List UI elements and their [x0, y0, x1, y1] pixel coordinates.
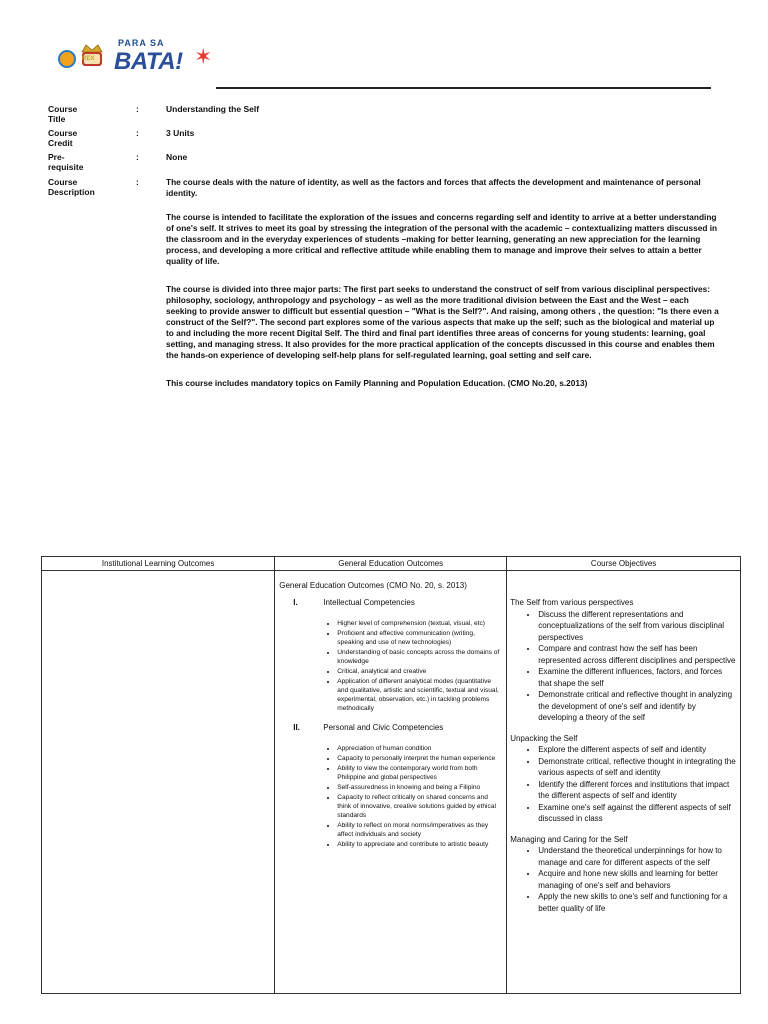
list-item: • Examine the different influences, factors, and forces that shape the self: [538, 666, 736, 689]
person-star-icon: ✶: [194, 44, 213, 69]
section-number: I.: [293, 598, 298, 607]
list-item: • Proficient and effective communication (writing, speaking and use of new technologies): [337, 629, 502, 647]
ge-section-list: [279, 744, 502, 849]
prerequisite-label: Pre-requisite: [48, 152, 84, 172]
objective-group-title: Unpacking the Self: [510, 733, 578, 743]
description-paragraph-1: The course is intended to facilitate the exploration of the issues and concerns regarding self and identity to arrive at a better understanding of one's self. It strives to meet its goal by stressing the integration of the personal with the academic – contextualizing matters discussed in the classroom and in the everyday experiences of students –making for better learning, generating an new appreciation for the learning process, and developing a more critical and reflective attitude while enabling them to manage and improve their selves to attain a better quality of life.: [166, 212, 718, 266]
list-item: • Explore the different aspects of self and identity: [538, 744, 736, 756]
list-item: • Capacity to reflect critically on shared concerns and think of innovative, creative solutions guided by ethical standards: [337, 793, 502, 820]
list-item: • Understand the theoretical underpinnings for how to manage and care for different aspects of the self: [538, 845, 736, 868]
course-description-label: Course Description: [48, 177, 95, 197]
header-divider: [216, 87, 711, 89]
list-item: • Ability to view the contemporary world from both Philippine and global perspectives: [337, 764, 502, 782]
list-item: • Self-assuredness in knowing and being a Filipino: [337, 783, 502, 792]
section-title: Personal and Civic Competencies: [323, 723, 444, 732]
list-item: • Apply the new skills to one's self and functioning for a better quality of life: [538, 891, 736, 914]
ge-title: General Education Outcomes (CMO No. 20, s. 2013): [279, 581, 467, 590]
list-item: • Examine one's self against the different aspects of self discussed in class: [538, 802, 736, 825]
list-item: • Ability to appreciate and contribute to artistic beauty: [337, 840, 502, 849]
list-item: • Capacity to personally interpret the human experience: [337, 754, 502, 763]
ge-section-heading: [279, 598, 502, 607]
globe-icon: [58, 50, 76, 68]
course-title-value: Understanding the Self: [166, 104, 260, 114]
section-title: Intellectual Competencies: [323, 598, 415, 607]
objective-group-title: Managing and Caring for the Self: [510, 834, 628, 844]
objective-list: [510, 744, 736, 825]
header-course-objectives: Course Objectives: [507, 557, 741, 571]
list-item: • Demonstrate critical, reflective thought in integrating the various aspects of self and identity: [538, 756, 736, 779]
list-item: • Identify the different forces and institutions that impact the different aspects of self and identity: [538, 779, 736, 802]
ge-section-list: [279, 619, 502, 713]
description-paragraph-3: This course includes mandatory topics on Family Planning and Population Education. (CMO No.20, s.2013): [166, 378, 588, 388]
header-ge-outcomes: General Education Outcomes: [275, 557, 507, 571]
colon: :: [136, 104, 139, 114]
ge-outcomes-cell: [275, 571, 507, 994]
objective-group-title: The Self from various perspectives: [510, 598, 634, 607]
list-item: • Application of different analytical modes (quantitative and qualitative, artistic and scientific, textual and visual, experimental, observation, etc.) in tackling problems methodically: [337, 677, 502, 713]
course-credit-label: Course Credit: [48, 128, 78, 148]
outcomes-table: [41, 556, 741, 994]
list-item: • Higher level of comprehension (textual, visual, etc): [337, 619, 502, 628]
course-title-label: Course Title: [48, 104, 78, 124]
ge-section-heading: [279, 723, 502, 732]
section-number: II.: [293, 723, 300, 732]
objective-list: [510, 609, 736, 724]
objective-list: [510, 845, 736, 914]
list-item: • Discuss the different representations and conceptualizations of the self from various disciplinal perspectives: [538, 609, 736, 644]
list-item: • Appreciation of human condition: [337, 744, 502, 753]
course-credit-value: 3 Units: [166, 128, 195, 138]
colon: :: [136, 177, 139, 187]
list-item: • Compare and contrast how the self has been represented across different disciplines and perspective: [538, 643, 736, 666]
logo-main-text: BATA!: [114, 48, 183, 75]
colon: :: [136, 128, 139, 138]
header-institutional-outcomes: Institutional Learning Outcomes: [42, 557, 275, 571]
course-description-intro: The course deals with the nature of identity, as well as the factors and forces that affects the development and maintenance of personal identity.: [166, 177, 701, 198]
list-item: • Understanding of basic concepts across the domains of knowledge: [337, 648, 502, 666]
list-item: • Critical, analytical and creative: [337, 667, 502, 676]
crest-text: REX: [82, 56, 95, 62]
institutional-outcomes-cell: [42, 571, 275, 994]
colon: :: [136, 152, 139, 162]
logo-top-text: PARA SA: [118, 38, 165, 48]
list-item: • Ability to reflect on moral norms/imperatives as they affect individuals and society: [337, 821, 502, 839]
course-objectives-cell: [507, 571, 741, 994]
prerequisite-value: None: [166, 152, 188, 162]
para-sa-bata-logo: [58, 38, 213, 78]
description-paragraph-2: The course is divided into three major parts: The first part seeks to understand the construct of self from various disciplinal perspectives: philosophy, sociology, anthropology and psychology – as well as the more traditional division between the East and the West – each seeking to provide answer to difficult but essential question – "What is the Self?". And raising, among others , the question: "Is there even a construct of the Self?". The second part explores some of the various aspects that make up the self; such as the biological and material up to and including the more recent Digital Self. The third and final part identifies three areas of concerns for young students: learning, goal setting, and managing stress. It also provides for the more practical application of the concepts discussed in this course and enables them the hands-on experience of developing self-help plans for self-regulated learning, goal setting and self care.: [166, 284, 719, 360]
list-item: • Demonstrate critical and reflective thought in analyzing the development of one's self and identify by developing a theory of the self: [538, 689, 736, 724]
list-item: • Acquire and hone new skills and learning for better managing of one's self and behaviors: [538, 868, 736, 891]
